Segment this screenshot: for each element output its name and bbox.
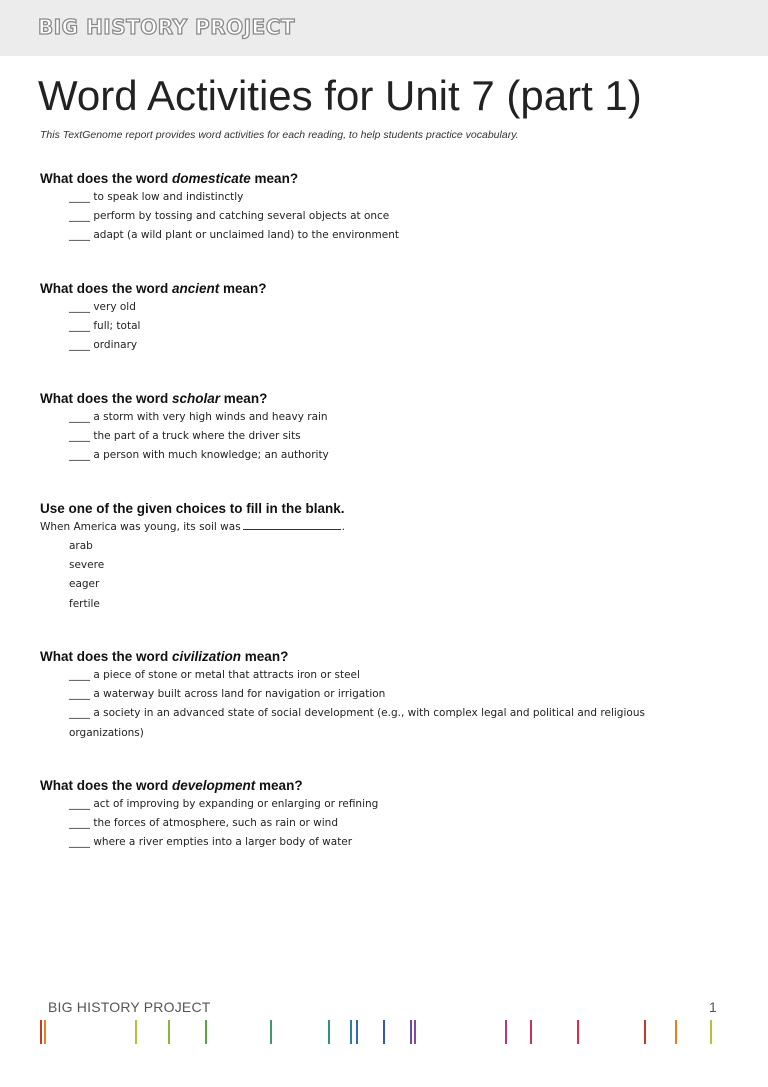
- answer-blank: ____: [69, 817, 90, 830]
- option-item: ____ a storm with very high winds and heavy rain: [69, 411, 328, 423]
- answer-blank: ____: [69, 339, 90, 352]
- option-item: ____ the part of a truck where the driver sits: [69, 430, 301, 443]
- option-item: ____ a piece of stone or metal that attracts iron or steel: [69, 669, 360, 681]
- answer-blank: ____: [69, 688, 90, 701]
- question-heading: What does the word development mean?: [40, 778, 303, 793]
- footer-bar: [414, 1020, 416, 1044]
- page-number: 1: [709, 999, 717, 1015]
- footer-bar: [577, 1020, 579, 1044]
- choice-item: severe: [69, 559, 105, 572]
- answer-blank: ____: [69, 210, 90, 223]
- choice-item: fertile: [69, 597, 100, 610]
- fill-in-heading: Use one of the given choices to fill in the blank.: [40, 501, 345, 516]
- fill-in-block: [40, 500, 730, 648]
- question-heading: What does the word domesticate mean?: [40, 171, 299, 186]
- worksheet-content: [40, 170, 730, 887]
- answer-blank: ____: [69, 191, 90, 203]
- option-list: [40, 298, 730, 356]
- footer-bar: [205, 1020, 207, 1044]
- footer-bar: [135, 1020, 137, 1044]
- header-brand-logo: BIG HISTORY PROJECT: [38, 15, 296, 39]
- footer-bar: [270, 1020, 272, 1044]
- option-item: ____ act of improving by expanding or enlarging or refining: [69, 798, 379, 810]
- option-item: ____ a society in an advanced state of social development (e.g., with complex legal and political and religious organizations): [69, 707, 645, 739]
- footer-bar: [505, 1020, 507, 1044]
- footer-bar: [710, 1020, 712, 1044]
- option-item: ____ full; total: [69, 320, 141, 333]
- option-item: ____ to speak low and indistinctly: [69, 191, 244, 203]
- question-block: [40, 648, 730, 777]
- choice-item: eager: [69, 578, 100, 591]
- question-block: [40, 280, 730, 390]
- option-item: ____ perform by tossing and catching several objects at once: [69, 210, 390, 223]
- option-item: ____ very old: [69, 301, 136, 313]
- answer-blank: ____: [69, 449, 90, 462]
- footer-color-bars: [0, 1020, 768, 1046]
- footer-bar: [40, 1020, 42, 1044]
- answer-blank: ____: [69, 320, 90, 333]
- footer-bar: [44, 1020, 46, 1044]
- question-word: ancient: [172, 281, 220, 296]
- header-band: [0, 0, 768, 56]
- answer-blank: ____: [69, 669, 90, 681]
- fill-in-blank-line: [243, 520, 341, 530]
- footer-bar: [675, 1020, 677, 1044]
- option-item: ____ the forces of atmosphere, such as rain or wind: [69, 817, 338, 830]
- footer-bar: [410, 1020, 412, 1044]
- question-block: [40, 170, 730, 280]
- page-title: Word Activities for Unit 7 (part 1): [38, 72, 642, 119]
- question-heading: What does the word scholar mean?: [40, 391, 268, 406]
- option-item: ____ a waterway built across land for navigation or irrigation: [69, 688, 386, 701]
- option-item: ____ where a river empties into a larger body of water: [69, 836, 353, 849]
- question-word: scholar: [172, 391, 221, 406]
- footer-bar: [168, 1020, 170, 1044]
- answer-blank: ____: [69, 229, 90, 242]
- answer-blank: ____: [69, 707, 90, 720]
- option-list: [40, 188, 730, 246]
- option-list: [40, 666, 730, 743]
- footer-brand: BIG HISTORY PROJECT: [48, 999, 211, 1015]
- question-heading: What does the word ancient mean?: [40, 281, 267, 296]
- question-block: [40, 777, 730, 887]
- option-list: [40, 408, 730, 466]
- footer-bar: [383, 1020, 385, 1044]
- answer-blank: ____: [69, 836, 90, 849]
- footer-bar: [350, 1020, 352, 1044]
- intro-text: This TextGenome report provides word activities for each reading, to help students practice vocabulary.: [40, 129, 519, 141]
- answer-blank: ____: [69, 430, 90, 443]
- fill-in-sentence: When America was young, its soil was .: [40, 521, 346, 533]
- question-word: development: [172, 778, 256, 793]
- footer-bar: [328, 1020, 330, 1044]
- answer-blank: ____: [69, 798, 90, 810]
- question-word: civilization: [172, 649, 242, 664]
- question-heading: What does the word civilization mean?: [40, 649, 289, 664]
- choice-item: arab: [69, 540, 93, 552]
- question-block: [40, 390, 730, 500]
- option-item: ____ ordinary: [69, 339, 138, 352]
- footer-bar: [530, 1020, 532, 1044]
- footer-bar: [644, 1020, 646, 1044]
- question-word: domesticate: [172, 171, 251, 186]
- footer-bar: [356, 1020, 358, 1044]
- option-item: ____ a person with much knowledge; an authority: [69, 449, 329, 462]
- option-list: [40, 795, 730, 853]
- answer-blank: ____: [69, 411, 90, 423]
- answer-blank: ____: [69, 301, 90, 313]
- option-item: ____ adapt (a wild plant or unclaimed land) to the environment: [69, 229, 399, 242]
